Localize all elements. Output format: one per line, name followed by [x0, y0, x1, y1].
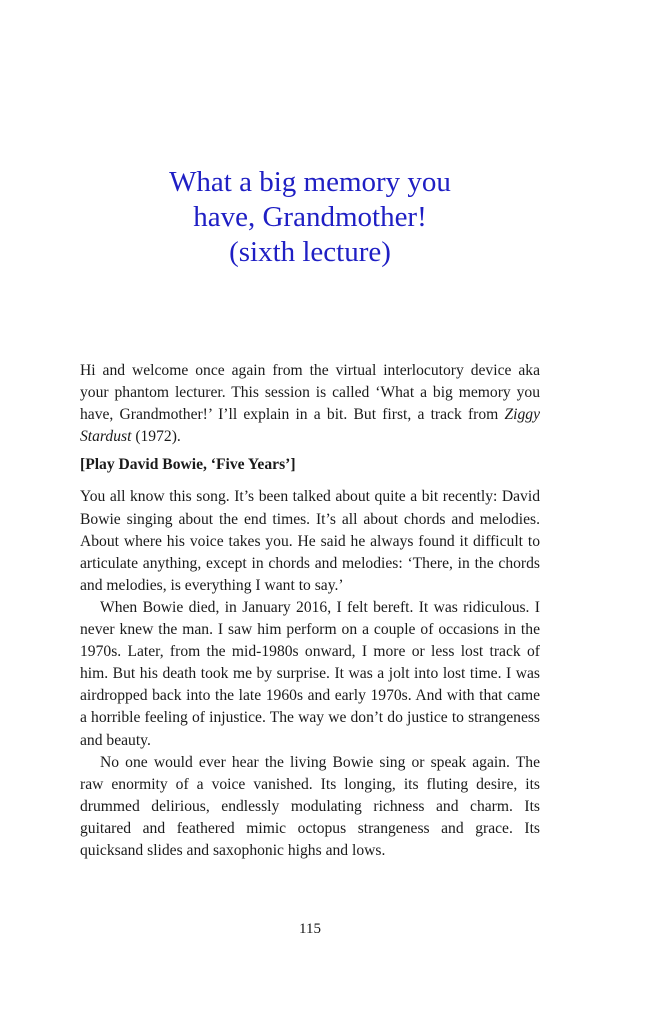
intro-paragraph — [80, 360, 540, 448]
page-number: 115 — [299, 921, 321, 937]
album-title: Ziggy Stardust — [80, 406, 540, 446]
play-cue: [Play David Bowie, ‘Five Years’] — [80, 456, 296, 474]
chapter-title-line-2: have, Grandmother! — [193, 201, 427, 233]
paragraph-1: You all know this song. It’s been talked about quite a bit recently: David Bowie singing about the end times. It’s all about chords and melodies. About where his voice takes you. He said he always found it difficult to articulate anything, except in chords and melodies: ‘There, in the chords and melodies, is everything I want to say.’ — [80, 488, 540, 594]
paragraph-3: No one would ever hear the living Bowie sing or speak again. The raw enormity of a voice vanished. Its longing, its fluting desire, its drummed delirious, endlessly modulating richness and charm. Its guitared and feathered mimic octopus strangeness and grace. Its quicksand slides and saxophonic highs and lows. — [80, 753, 540, 859]
chapter-title-line-1: What a big memory you — [169, 166, 451, 198]
body-text — [80, 360, 540, 862]
paragraph-2: When Bowie died, in January 2016, I felt bereft. It was ridiculous. I never knew the man. I saw him perform on a couple of occasions in the 1970s. Later, from the mid-1980s onward, I more or less lost track of him. But his death took me by surprise. It was a jolt into lost time. I was airdropped back into the late 1960s and early 1970s. And with that came a horrible feeling of injustice. The way we don’t do justice to strangeness and beauty. — [80, 598, 540, 749]
intro-text-end: (1972). — [131, 428, 181, 446]
chapter-title-line-3: (sixth lecture) — [229, 236, 391, 268]
chapter-title — [80, 165, 540, 270]
intro-text: Hi and welcome once again from the virtual interlocutory device aka your phantom lecturer. This session is called ‘What a big memory you have, Grandmother!’ I’ll explain in a bit. But first, a track from — [80, 362, 540, 424]
